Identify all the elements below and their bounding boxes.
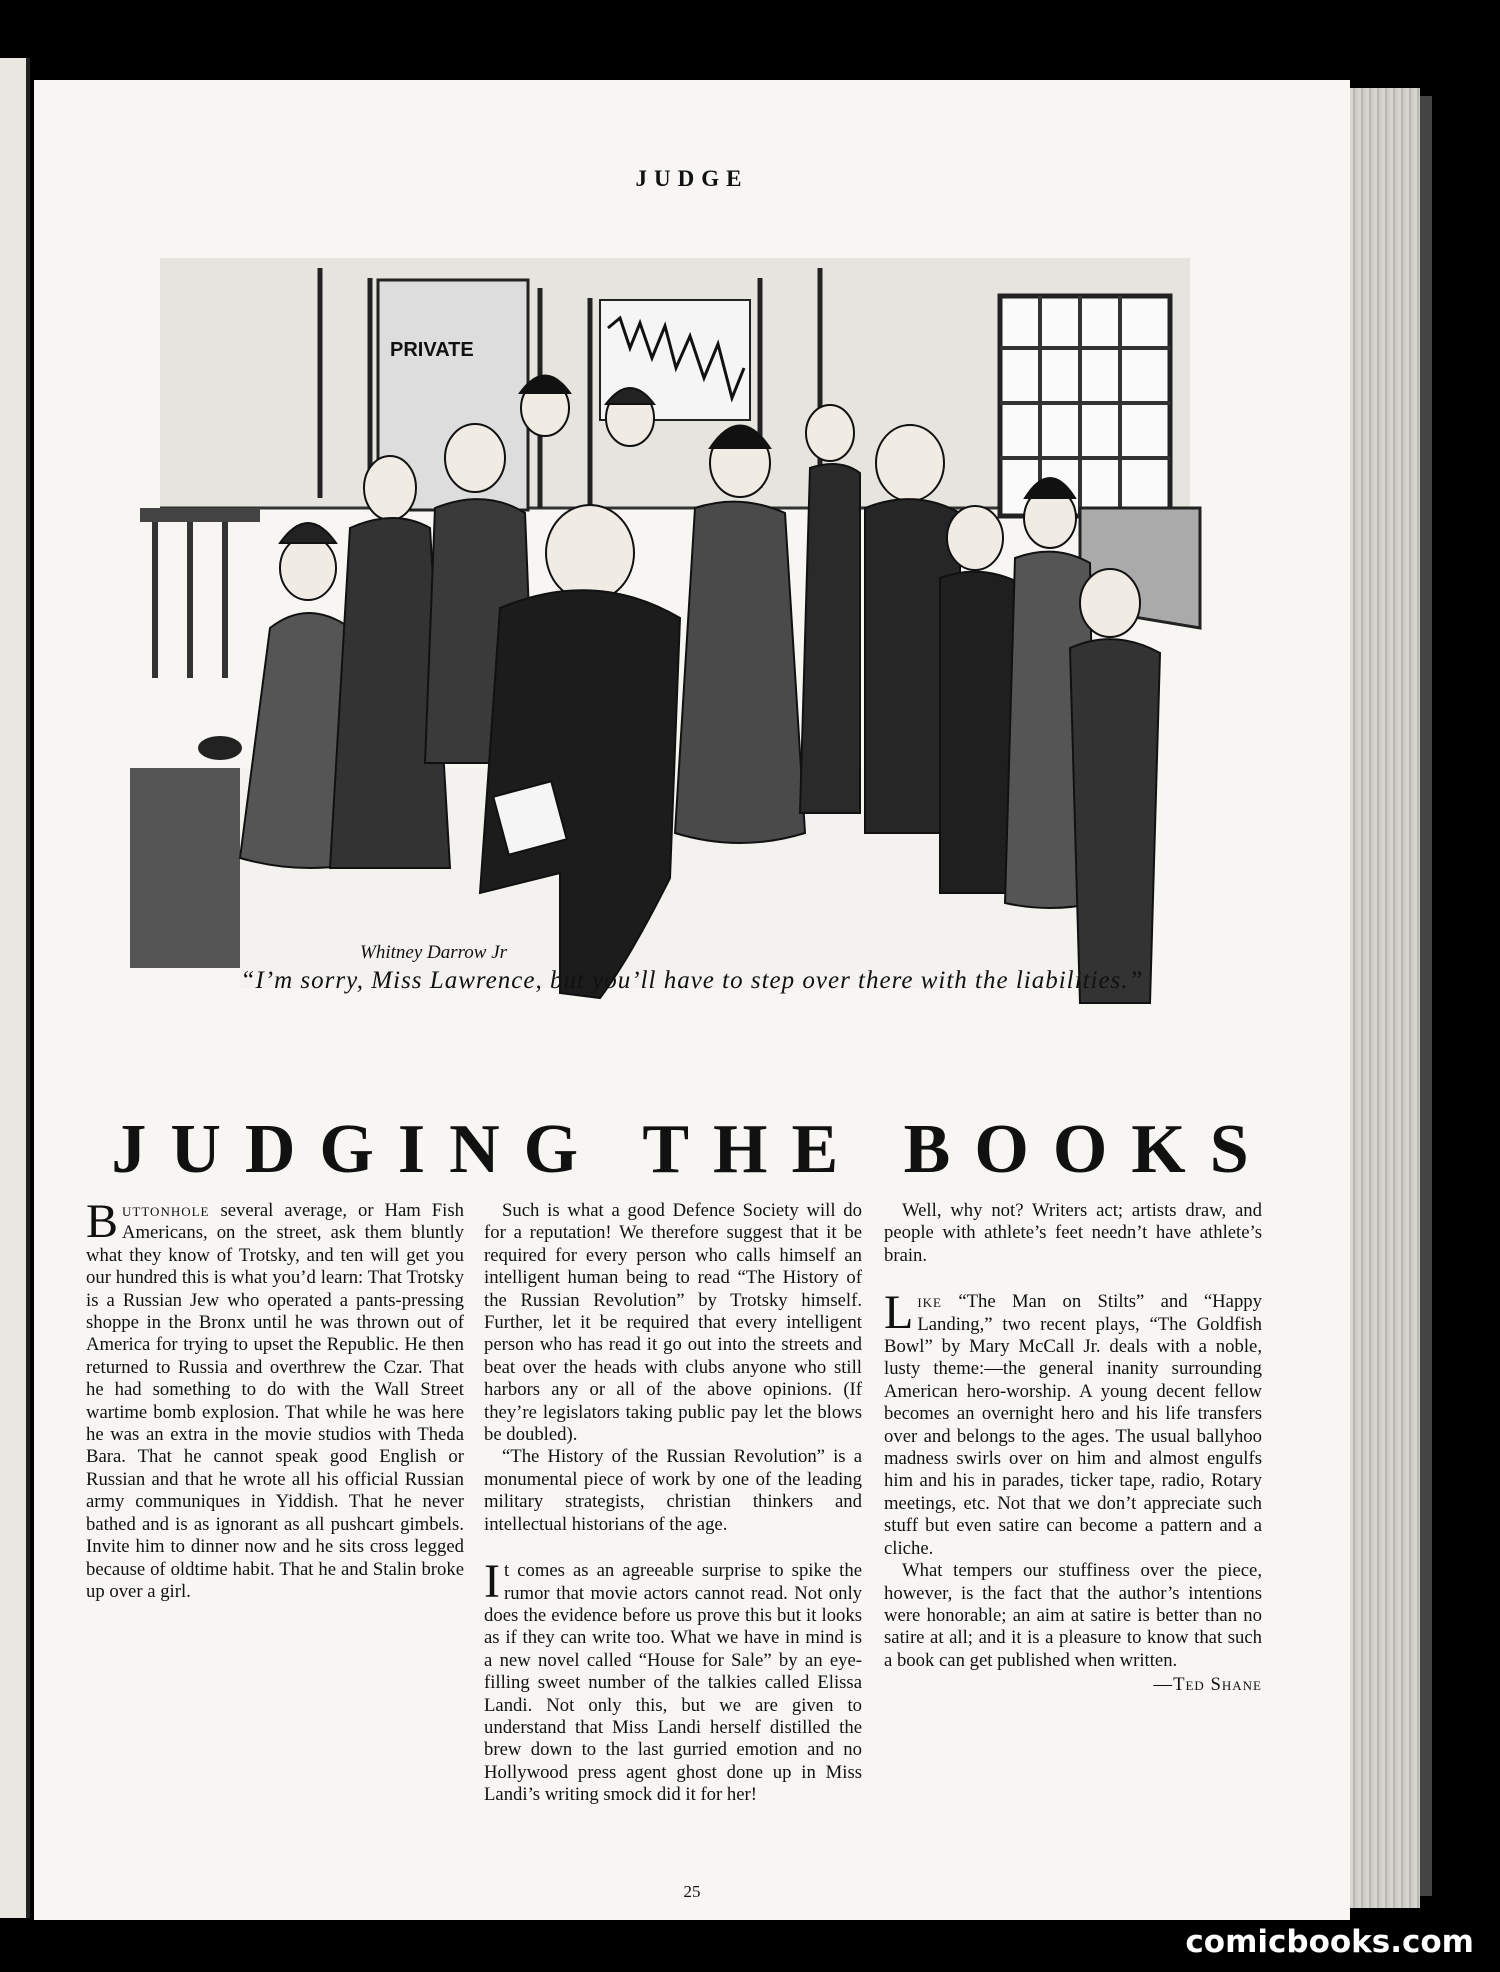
magazine-page	[34, 80, 1350, 1920]
page-number: 25	[683, 1882, 701, 1901]
paragraph-5: Well, why not? Writers act; artists draw, and people with athlete’s feet needn’t have athlete’s brain.	[884, 1200, 1262, 1266]
running-head: JUDGE	[635, 166, 749, 191]
paragraph-7: What tempers our stuffiness over the piece, however, is the fact that the author’s intentions were honorable; an aim at satire is better than no satire at all; and it is a pleasure to know that such a book can get published when written.	[884, 1560, 1262, 1671]
article-headline: JUDGING THE BOOKS	[111, 1111, 1273, 1188]
paragraph-1	[86, 1195, 464, 1603]
cartoon-illustration	[120, 208, 1254, 1006]
private-sign: PRIVATE	[390, 339, 474, 361]
paragraph-2: Such is what a good Defence Society will do for a reputation! We therefore suggest that it be required for every person who calls himself an intelligent human being to read “The History of the Russian Revolution” by Trotsky himself. Further, let it be required that every intelligent person who has read it go out into the streets and beat over the heads with clubs anyone who still harbors any or all of the above opinions. (If they’re legislators taking public pay let the blows be doubled).	[484, 1200, 862, 1446]
paragraph-6-text: “The Man on Stilts” and “Happy Landing,” two recent plays, “The Goldfish Bowl” by Mary McCall Jr. deals with a noble, lusty theme:—the general inanity surrounding American hero-worship. A young decent fellow becomes an overnight hero and his life transfers over and belongs to the ages. The usual ballyhoo madness swirls over on him and almost engulfs him and his in parades, ticker tape, radio, Rotary meetings, etc. Not that we don’t appreciate such stuff but even satire can become a pattern and a cliche.	[884, 1291, 1262, 1559]
drop-cap-l: L	[884, 1286, 914, 1340]
artist-signature: Whitney Darrow Jr	[360, 942, 508, 963]
page-stack-edge	[1350, 88, 1420, 1908]
site-watermark: comicbooks.com	[1185, 1924, 1474, 1960]
drop-cap-b: B	[86, 1195, 119, 1248]
paragraph-1-text: several average, or Ham Fish Americans, on the street, ask them bluntly what they know of Trotsky, and ten will get you our hundred this is what you’d learn: That Trotsky is a Russian Jew who operated a pants-pressing shoppe in the Bronx until he was thrown out of America for trying to upset the Republic. He then returned to Russia and overthrew the Czar. That he had something to do with the Wall Street wartime bomb explosion. That while he was here he was an extra in the movie studios with Theda Bara. That he cannot speak good English or Russian and that he wrote all his official Russian army communiques in Yiddish. That he never bathed and is as ignorant as all pushcart gimbels. Invite him to dinner now and he sits cross legged because of oldtime habit. That he and Stalin broke up over a girl.	[86, 1200, 464, 1602]
paragraph-4-text: t comes as an agreeable surprise to spike the rumor that movie actors cannot read. Not only does the evidence before us prove this but it looks as if they can write too. What we have in mind is a new novel called “House for Sale” by an eye-filling sweet number of the talkies called Elissa Landi. Not only this, but we are given to understand that Miss Landi herself distilled the brew down to the last gurried emotion and no Hollywood press agent ghost done up in Miss Landi’s writing smock did it for her!	[484, 1560, 862, 1806]
paragraph-6	[884, 1286, 1262, 1560]
column-1	[86, 1195, 464, 1603]
lead-word: uttonhole	[122, 1200, 210, 1221]
paragraph-4	[484, 1555, 862, 1806]
author-byline: —Ted Shane	[1153, 1674, 1262, 1696]
column-3	[884, 1200, 1262, 1697]
column-2	[484, 1200, 862, 1807]
paragraph-3: “The History of the Russian Revolution” is a monumental piece of work by one of the leading military strategists, christian thinkers and intellectual historians of the age.	[484, 1446, 862, 1535]
lead-word-2: ike	[917, 1291, 942, 1313]
drop-cap-i: I	[484, 1555, 500, 1609]
facing-page-edge	[0, 58, 30, 1918]
page-stack-shadow	[1420, 96, 1432, 1896]
cartoon-caption: “I’m sorry, Miss Lawrence, but you’ll have to step over there with the liabilities.”	[240, 967, 1144, 994]
